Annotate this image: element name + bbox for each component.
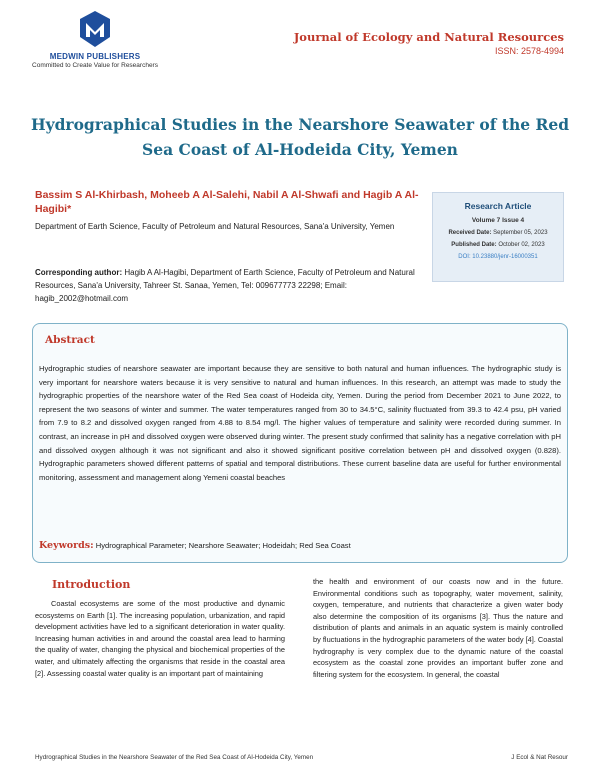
corresponding-author [35, 266, 430, 305]
page-footer [0, 748, 600, 776]
footer-journal-abbrev: J Ecol & Nat Resour [511, 754, 568, 761]
corresponding-author-label: Corresponding author: [35, 268, 123, 277]
published-value: October 02, 2023 [498, 242, 545, 248]
publisher-tagline: Committed to Create Value for Researchers [32, 62, 158, 69]
page-header [0, 0, 600, 82]
medwin-logo-icon [78, 10, 112, 48]
article-info-box [432, 192, 564, 282]
publisher-name: MEDWIN PUBLISHERS [49, 52, 141, 61]
received-date [433, 230, 563, 236]
received-label: Received Date: [448, 230, 492, 236]
footer-running-title: Hydrographical Studies in the Nearshore Seawater of the Red Sea Coast of Al-Hodeida City, Yemen [35, 754, 314, 761]
published-date [433, 242, 563, 248]
article-title: Hydrographical Studies in the Nearshore Seawater of the Red Sea Coast of Al-Hodeida City, Yemen [30, 115, 570, 159]
journal-title[interactable]: Journal of Ecology and Natural Resources [293, 30, 564, 44]
author-list: Bassim S Al-Khirbash, Moheeb A Al-Salehi, Nabil A Al-Shwafi and Hagib A Al-Hagibi* [35, 189, 419, 215]
published-label: Published Date: [451, 242, 497, 248]
publisher-logo[interactable] [30, 10, 160, 69]
abstract-box [32, 323, 568, 563]
affiliation: Department of Earth Science, Faculty of Petroleum and Natural Resources, Sana'a University, Yemen [35, 222, 395, 231]
doi-link[interactable]: DOI: 10.23880/jenr-16000351 [458, 254, 538, 260]
keywords-text: Hydrographical Parameter; Nearshore Seawater; Hodeidah; Red Sea Coast [95, 541, 351, 550]
article-type: Research Article [464, 201, 532, 211]
volume-issue: Volume 7 Issue 4 [471, 217, 525, 224]
introduction-heading: Introduction [52, 578, 131, 591]
body-column-right: the health and environment of our coasts now and in the future. Environmental conditions such as topography, water movement, salinity, oxygen, temperature, and nutrients that characterize a given water body also determine the composition of its organisms [3]. Thus the nature and distribution of plants and animals in an aquatic system is mainly controlled by fluctuations in the hydrographic parameters of the water body [4]. Coastal hydrography is very complex due to the dynamic nature of the coastal ecosystem as the coastal zone provides an important buffer zone and filtering system for the ecosystem. In general, the coastal [313, 577, 563, 679]
abstract-text: Hydrographic studies of nearshore seawater are important because they are sensitive to both natural and human influences. The hydrographic study is very important for nearshore waters because it is very sensitive to natural and human influences. In this research, an attempt was made to study the hydrographic properties of the nearshore water of the Red Sea coast of Hodeida city, Yemen. During the period from December 2021 to June 2022, to represent the two seasons of winter and summer. The water temperatures ranged from 30 to 34.5°C, salinity fluctuated from 39.3 to 42.4 psu, pH varied from 7.9 to 8.2 and dissolved oxygen ranged from 4.88 to 8.54 mg/l. The higher values of temperature and salinity were recorded during summer. In contrast, an increase in pH and dissolved oxygen were observed during winter. The present study confirmed that salinity has a negative correlation with pH and dissolved oxygen although it was not significant and also it showed significant positive correlation between pH and dissolved oxygen (0.828). Hydrographic parameters showed different patterns of spatial and temporal distributions. These current baseline data are useful for further environmental monitoring, assessment and management along Yemeni coastal beaches [39, 364, 561, 482]
keywords-label: Keywords: [39, 540, 94, 551]
keywords [39, 540, 351, 551]
journal-issn: ISSN: 2578-4994 [494, 46, 564, 56]
body-column-left: Coastal ecosystems are some of the most productive and dynamic ecosystems on Earth [1]. The increasing population, urbanization, and rapid development activities have led to a significant deterioration in water quality. Increasing human activities in and around the coastal area lead to harming the quality of water, changing the physical and biochemical properties of the water, and ultimately affecting the organisms that reside in the coastal area [2]. Assessing coastal water quality is an important part of maintaining [35, 599, 285, 678]
received-value: September 05, 2023 [493, 230, 548, 236]
abstract-heading: Abstract [45, 334, 95, 346]
corresponding-author-text: Hagib A Al-Hagibi, Department of Earth Science, Faculty of Petroleum and Natural Resources, Sana'a University, Tahreer St. Sanaa, Yemen, Tel: 009677773 22298; Email: hagib_2002@hotmail.com [35, 268, 415, 303]
